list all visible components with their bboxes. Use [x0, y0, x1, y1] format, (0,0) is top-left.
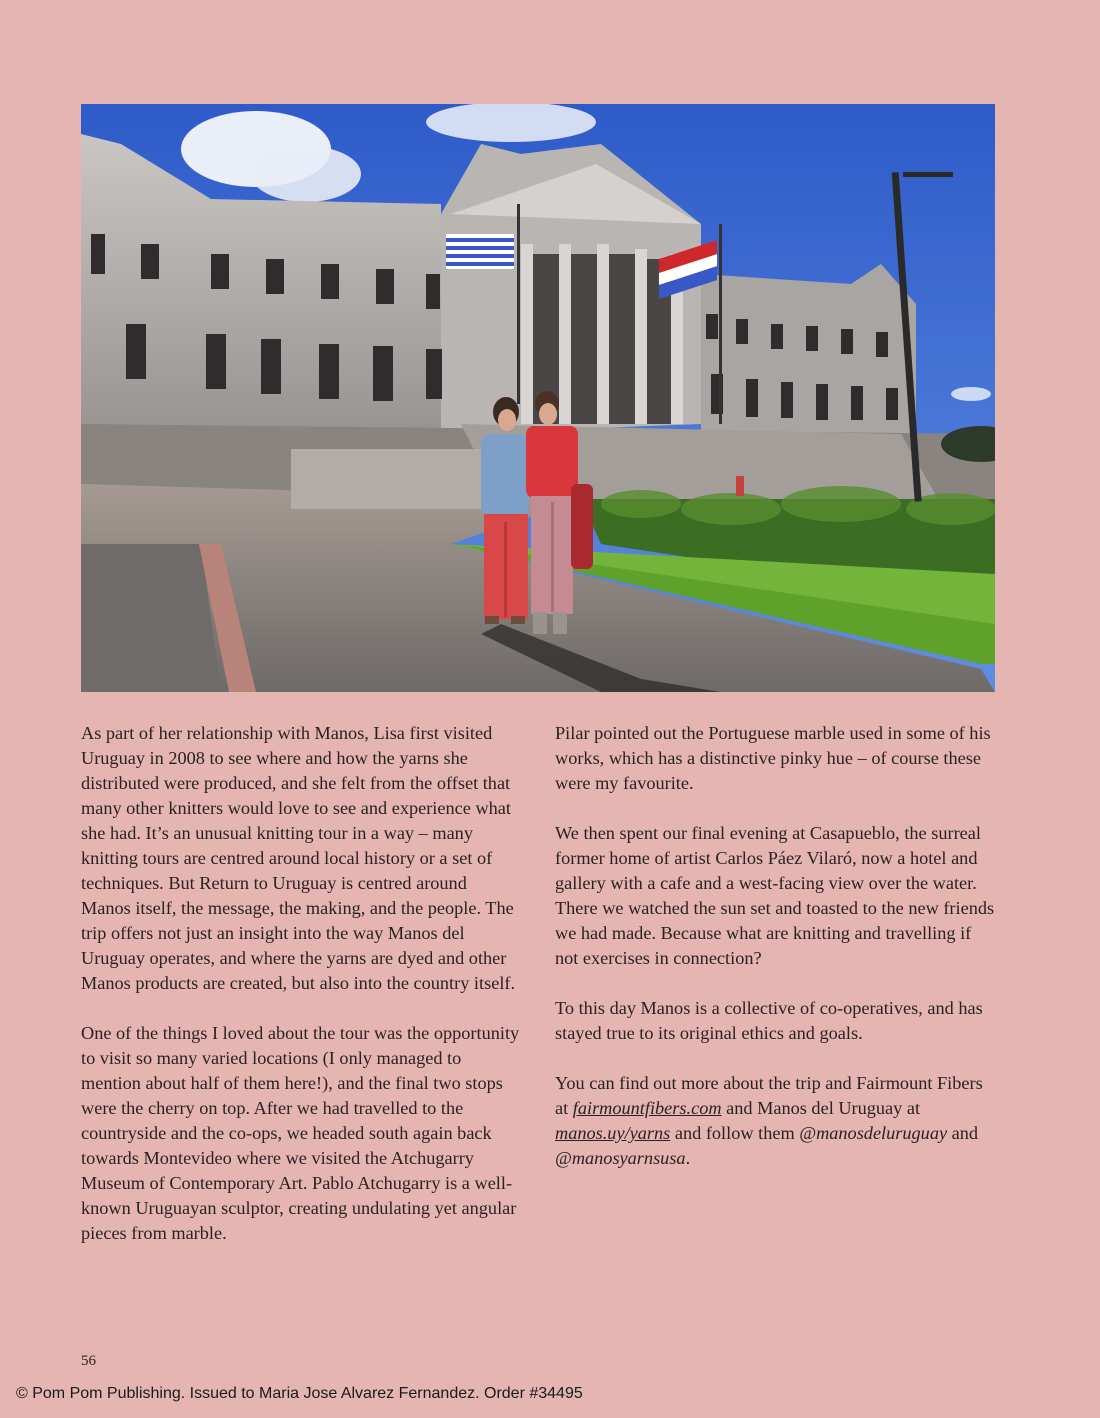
- paragraph: One of the things I loved about the tour was the opportunity to visit so many varied locations (I only managed to mention about half of them here!), and the final two stops were the cherry on top. After we had travelled to the countryside and the co-ops, we headed south again back towards Montevideo where we visited the Atchugarry Museum of Contemporary Art. Pablo Atchugarry is a well-known Uruguayan sculptor, creating undulating yet angular pieces from marble.: [81, 1023, 520, 1243]
- fairmountfibers-link[interactable]: fairmountfibers.com: [572, 1098, 722, 1118]
- paragraph-links: [555, 1071, 995, 1171]
- paragraph: As part of her relationship with Manos, Lisa first visited Uruguay in 2008 to see where and how the yarns she distributed were produced, and she felt from the offset that many other knitters would love to see and experience what she had. It’s an unusual knitting tour in a way – many knitting tours are centred around local history or a set of techniques. But Return to Uruguay is centred around Manos itself, the message, the making, and the people. The trip offers not just an insight into the way Manos del Uruguay operates, and where the yarns are dyed and other Manos products are created, but also into the country itself.: [81, 723, 516, 993]
- text-fragment: .: [685, 1148, 691, 1168]
- article-right-column: [555, 721, 995, 1196]
- text-fragment: and: [947, 1123, 979, 1143]
- article-left-column: [81, 721, 521, 1271]
- paragraph: We then spent our final evening at Casapueblo, the surreal former home of artist Carlos Páez Vilaró, now a hotel and gallery with a cafe and a west-facing view over the water. There we watched the sun set and toasted to the new friends we had made. Because what are knitting and travelling if not exercises in connection?: [555, 823, 995, 968]
- text-fragment: and follow them: [670, 1123, 800, 1143]
- text-fragment: You can find out more about the trip and Fairmount Fibers at: [555, 1073, 983, 1118]
- page-number: 56: [81, 1353, 96, 1369]
- manosdeluruguay-handle: @manosdeluruguay: [799, 1123, 948, 1143]
- paragraph: To this day Manos is a collective of co-operatives, and has stayed true to its original ethics and goals.: [555, 998, 983, 1043]
- article-photo: [81, 104, 995, 692]
- manosyarnsusa-handle: @manosyarnsusa: [555, 1148, 686, 1168]
- manos-yarns-link[interactable]: manos.uy/yarns: [555, 1123, 671, 1143]
- paragraph: Pilar pointed out the Portuguese marble used in some of his works, which has a distinctive pinky hue – of course these were my favourite.: [555, 723, 991, 793]
- copyright-footer: © Pom Pom Publishing. Issued to Maria Jose Alvarez Fernandez. Order #34495: [16, 1385, 583, 1402]
- text-fragment: and Manos del Uruguay at: [721, 1098, 921, 1118]
